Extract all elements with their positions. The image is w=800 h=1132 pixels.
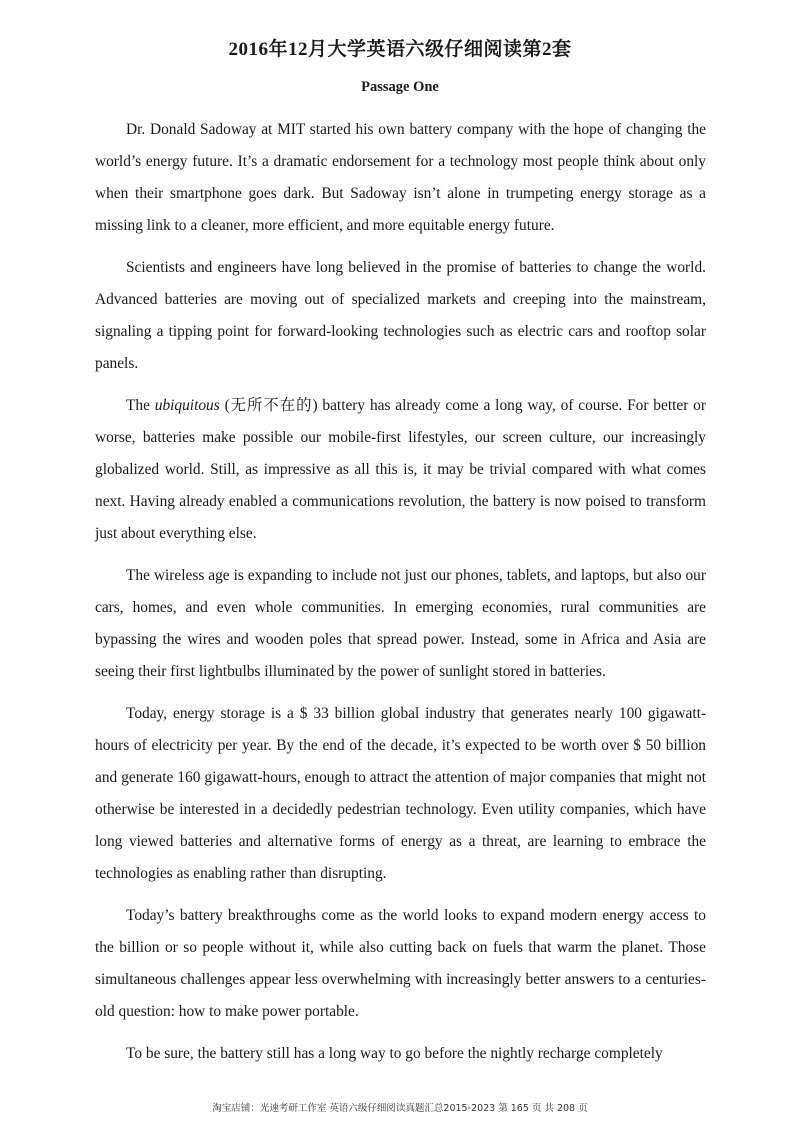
paragraph-3-lead: The	[126, 397, 155, 414]
passage-body	[95, 114, 706, 1080]
paragraph-1: Dr. Donald Sadoway at MIT started his own battery company with the hope of changing the world’s energy future. It’s a dramatic endorsement for a technology most people think about only when their smartphone goes dark. But Sadoway isn’t alone in trumpeting energy storage as a missing link to a cleaner, more efficient, and more equitable energy future.	[95, 121, 706, 234]
vocab-term-ubiquitous: ubiquitous	[154, 397, 220, 414]
paragraph-6: Today’s battery breakthroughs come as the world looks to expand modern energy access to the billion or so people without it, while also cutting back on fuels that warm the planet. Those simultaneous challenges appear less overwhelming with increasingly better answers to a centuries-old question: how to make power portable.	[95, 907, 706, 1020]
paragraph-4: The wireless age is expanding to include not just our phones, tablets, and laptops, but also our cars, homes, and even whole communities. In emerging economies, rural communities are bypassing the wires and wooden poles that spread power. Instead, some in Africa and Asia are seeing their first lightbulbs illuminated by the power of sunlight stored in batteries.	[95, 567, 706, 680]
paragraph-7: To be sure, the battery still has a long way to go before the nightly recharge completely	[126, 1045, 663, 1062]
page-footer: 淘宝店铺：光速考研工作室 英语六级仔细阅读真题汇总2015-2023 第 165 页 共 208 页	[212, 1103, 588, 1114]
vocab-gloss: (无所不在的)	[219, 397, 318, 414]
passage-heading: Passage One	[361, 79, 439, 95]
paragraph-2: Scientists and engineers have long believed in the promise of batteries to change the world. Advanced batteries are moving out of specialized markets and creeping into the mainstream, signaling a tipping point for forward-looking technologies such as electric cars and rooftop solar panels.	[95, 259, 706, 372]
paragraph-3	[95, 390, 706, 550]
paragraph-5: Today, energy storage is a $ 33 billion global industry that generates nearly 100 gigawatt-hours of electricity per year. By the end of the decade, it’s expected to be worth over $ 50 billion and generate 160 gigawatt-hours, enough to attract the attention of major companies that might not otherwise be interested in a decidedly pedestrian technology. Even utility companies, which have long viewed batteries and alternative forms of energy as a threat, are learning to embrace the technologies as enabling rather than disrupting.	[95, 705, 706, 882]
paragraph-3-rest: battery has already come a long way, of course. For better or worse, batteries make possible our mobile-first lifestyles, our screen culture, our increasingly globalized world. Still, as impressive as all this is, it may be trivial compared with what comes next. Having already enabled a communications revolution, the battery is now poised to transform just about everything else.	[95, 397, 706, 542]
document-title: 2016年12月大学英语六级仔细阅读第2套	[228, 39, 572, 60]
